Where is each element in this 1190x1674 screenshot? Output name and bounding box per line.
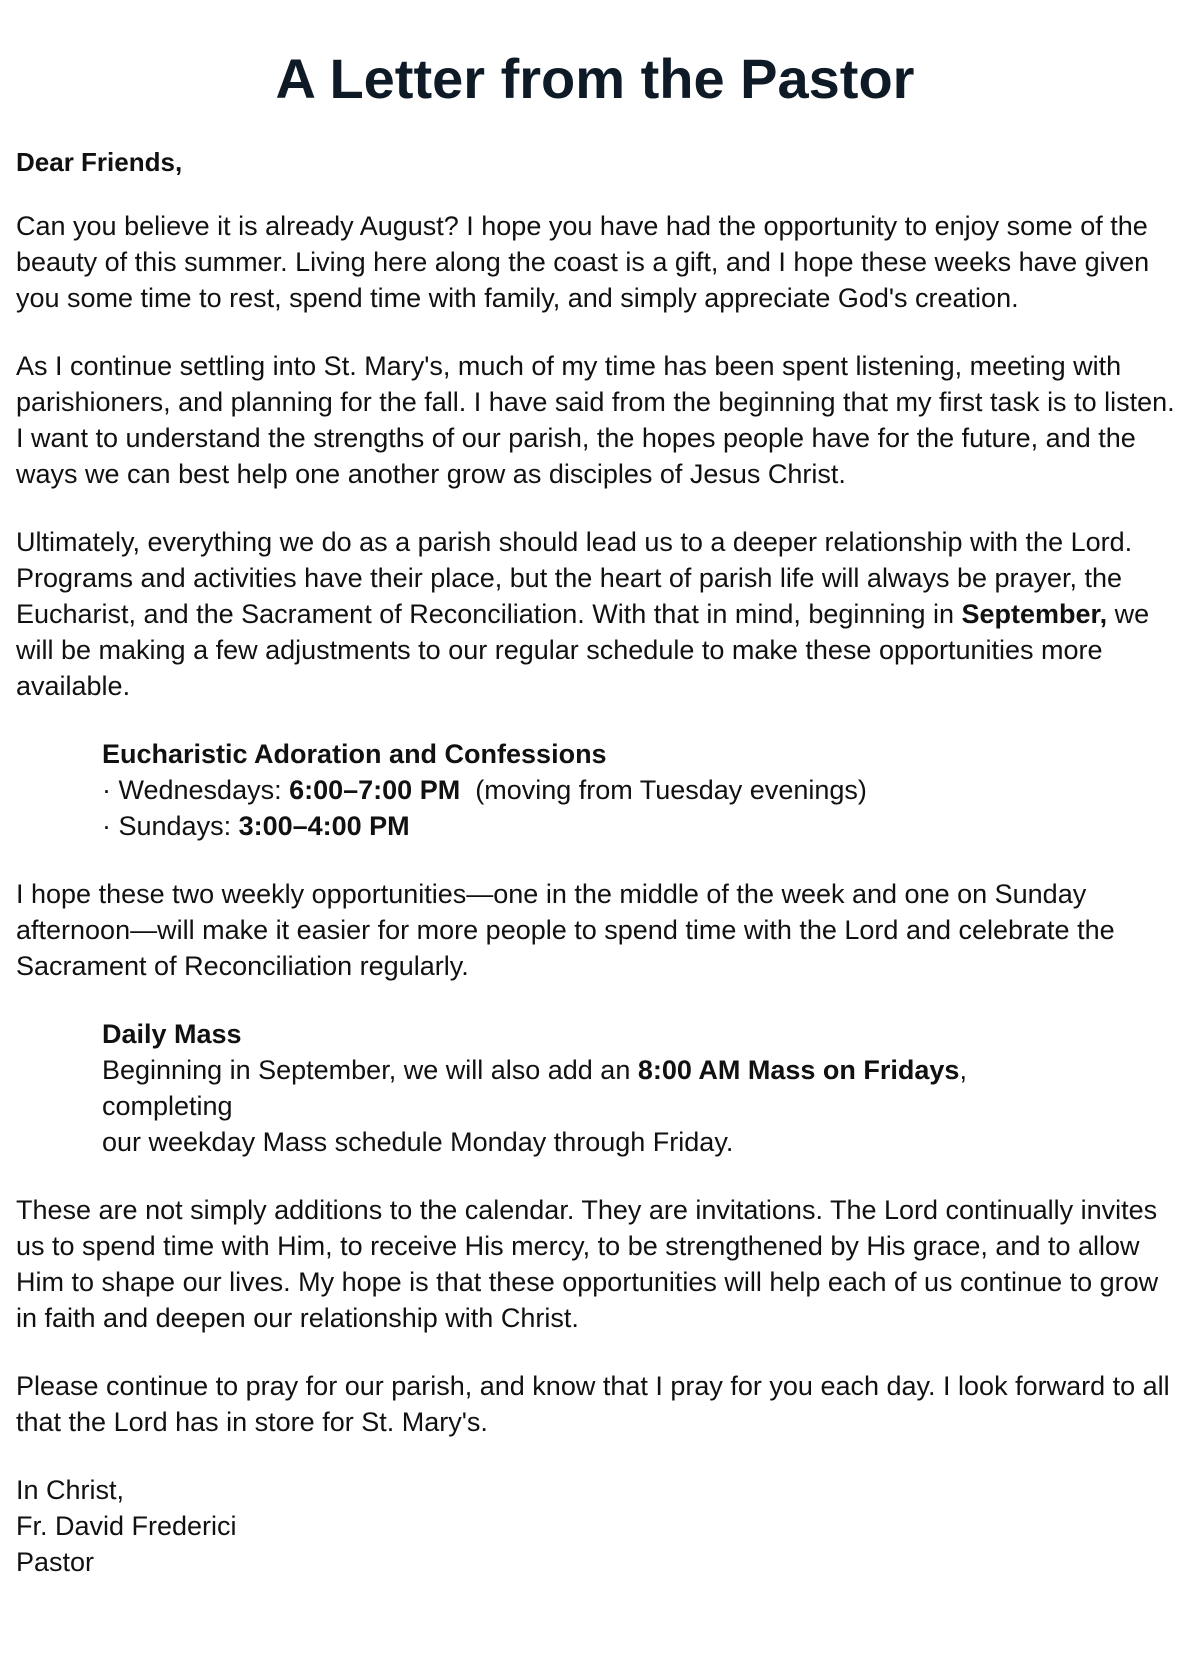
adoration-sunday <box>102 808 1182 844</box>
signer-role: Pastor <box>16 1547 95 1577</box>
daily-mass-heading: Daily Mass <box>102 1019 242 1049</box>
wednesday-note: (moving from Tuesday evenings) <box>460 775 867 805</box>
paragraph-adjustments-after: we will be making a few adjustments to our regular schedule to make these opportunities more available. <box>16 599 1150 701</box>
wednesday-time: 6:00–7:00 PM <box>289 775 461 805</box>
adoration-schedule <box>102 736 1182 844</box>
page-title: A Letter from the Pastor <box>275 47 915 110</box>
paragraph-listening: As I continue settling into St. Mary's, much of my time has been spent listening, meeting with parishioners, and planning for the fall. I have said from the beginning that my first task is to listen. I want to understand the strengths of our parish, the hopes people have for the future, and the ways we can best help one another grow as disciples of Jesus Christ. <box>16 351 1175 489</box>
paragraph-opportunities: I hope these two weekly opportunities—one in the middle of the week and one on Sunday afternoon—will make it easier for more people to spend time with the Lord and celebrate the Sacrament of Reconciliation regularly. <box>16 879 1115 981</box>
paragraph-adjustments-before: Ultimately, everything we do as a parish should lead us to a deeper relationship with the Lord. Programs and activities have their place, but the heart of parish life will always be prayer, the Eucharist, and the Sacrament of Reconciliation. With that in mind, beginning in <box>16 527 1133 629</box>
daily-mass-line-2: our weekday Mass schedule Monday through Friday. <box>102 1127 734 1157</box>
sunday-label: · Sundays: <box>102 811 239 841</box>
daily-mass-after: , completing <box>102 1055 967 1121</box>
signer-name: Fr. David Frederici <box>16 1511 237 1541</box>
daily-mass-line-1 <box>102 1052 1102 1124</box>
signature-block <box>16 1472 1182 1580</box>
wednesday-label: · Wednesdays: <box>102 775 290 805</box>
paragraph-invitations: These are not simply additions to the calendar. They are invitations. The Lord continually invites us to spend time with Him, to receive His mercy, to be strengthened by His grace, and to allow Him to shape our lives. My hope is that these opportunities will help each of us continue to grow in faith and deepen our relationship with Christ. <box>16 1195 1159 1333</box>
adoration-heading: Eucharistic Adoration and Confessions <box>102 739 607 769</box>
daily-mass-bold: 8:00 AM Mass on Fridays <box>637 1055 960 1085</box>
letter-body <box>16 144 1182 1580</box>
paragraph-adjustments <box>16 524 1182 704</box>
daily-mass-schedule <box>102 1016 1182 1160</box>
sunday-time: 3:00–4:00 PM <box>238 811 410 841</box>
daily-mass-before: Beginning in September, we will also add an <box>102 1055 638 1085</box>
adoration-wednesday <box>102 772 1182 808</box>
paragraph-adjustments-bold: September, <box>961 599 1108 629</box>
paragraph-summer: Can you believe it is already August? I hope you have had the opportunity to enjoy some of the beauty of this summer. Living here along the coast is a gift, and I hope these weeks have given you some time to rest, spend time with family, and simply appreciate God's creation. <box>16 211 1150 313</box>
salutation: Dear Friends, <box>16 147 183 177</box>
paragraph-prayer: Please continue to pray for our parish, and know that I pray for you each day. I look forward to all that the Lord has in store for St. Mary's. <box>16 1371 1170 1437</box>
valediction: In Christ, <box>16 1475 125 1505</box>
